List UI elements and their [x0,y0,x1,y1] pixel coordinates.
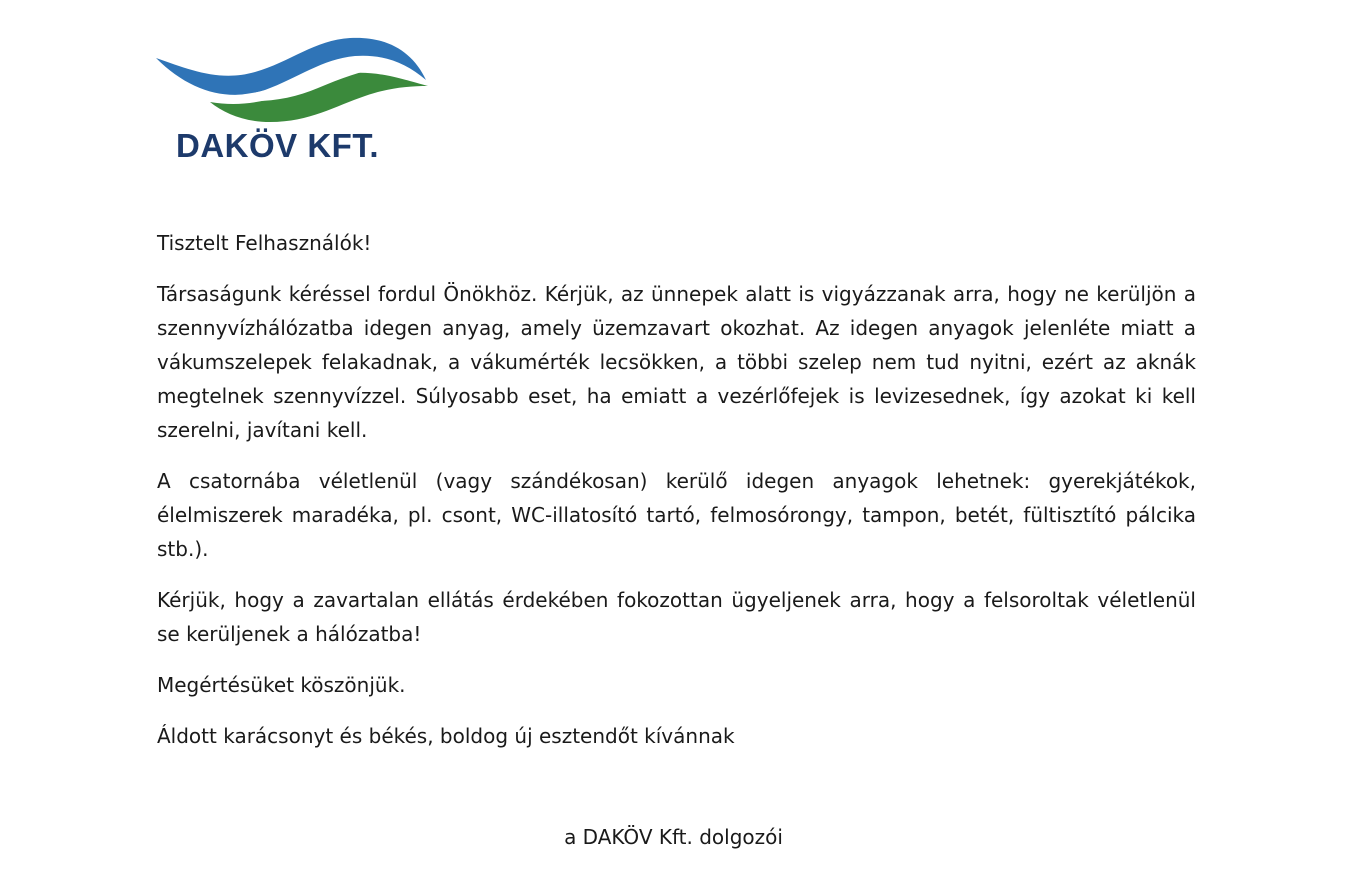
thanks-line: Megértésüket köszönjük. [157,673,406,697]
letter-body [157,226,1196,770]
salutation: Tisztelt Felhasználók! [157,231,372,255]
company-logo [150,30,440,170]
paragraph-please: Kérjük, hogy a zavartalan ellátás érdekében fokozottan ügyeljenek arra, hogy a felsoroltak véletlenül se kerüljenek a hálózatba! [157,588,1196,646]
paragraph-request: Társaságunk kéréssel fordul Önökhöz. Kérjük, az ünnepek alatt is vigyázzanak arra, hogy ne kerüljön a szennyvízhálózatba idegen anyag, amely üzemzavart okozhat. Az idegen anyagok jelenléte miatt a vákumszelepek felakadnak, a vákumérték lecsökken, a többi szelep nem tud nyitni, ezért az aknák megtelnek szennyvízzel. Súlyosabb eset, ha emiatt a vezérlőfejek is levizesednek, így azokat ki kell szerelni, javítani kell. [157,282,1196,442]
logo-text: DAKÖV KFT. [176,127,379,164]
paragraph-foreign-materials: A csatornába véletlenül (vagy szándékosan) kerülő idegen anyagok lehetnek: gyerekjátékok, élelmiszerek maradéka, pl. csont, WC-illatosító tartó, felmosórongy, tampon, betét, fültisztító pálcika stb.). [157,469,1196,561]
wave-logo-icon [150,30,440,126]
wishes-line: Áldott karácsonyt és békés, boldog új esztendőt kívánnak [157,724,735,748]
signature: a DAKÖV Kft. dolgozói [564,825,783,849]
